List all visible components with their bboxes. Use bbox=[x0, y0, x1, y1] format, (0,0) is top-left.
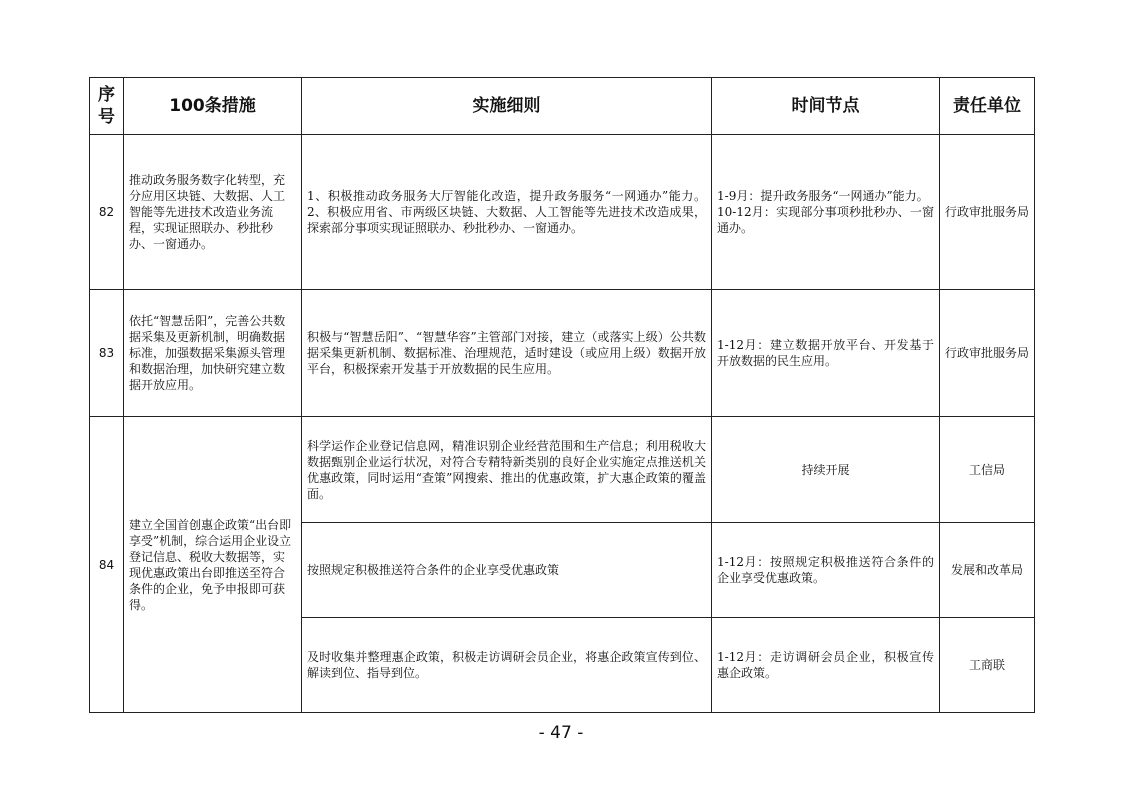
page-number: - 47 - bbox=[538, 723, 584, 743]
table-row bbox=[90, 417, 1035, 523]
time-cell bbox=[712, 135, 940, 290]
unit-cell: 行政审批服务局 bbox=[940, 135, 1035, 290]
unit-cell: 工商联 bbox=[940, 618, 1035, 713]
measures-table bbox=[89, 77, 1035, 713]
time-line: 1-9月：提升政务服务“一网通办”能力。 bbox=[717, 189, 929, 203]
detail-cell: 1、积极推动政务服务大厅智能化改造，提升政务服务“一网通办”能力。2、积极应用省、市两级区块链、大数据、人工智能等先进技术改造成果，探索部分事项实现证照联办、秒批秒办、一窗通办。 bbox=[302, 135, 712, 290]
time-cell: 1-12月：建立数据开放平台、开发基于开放数据的民生应用。 bbox=[712, 290, 940, 417]
detail-cell: 按照规定积极推送符合条件的企业享受优惠政策 bbox=[302, 523, 712, 618]
measure-cell: 推动政务服务数字化转型，充分应用区块链、大数据、人工智能等先进技术改造业务流程，实现证照联办、秒批秒办、一窗通办。 bbox=[124, 135, 302, 290]
header-row bbox=[90, 78, 1035, 135]
row-number: 83 bbox=[90, 290, 124, 417]
header-measure: 100条措施 bbox=[124, 78, 302, 135]
time-cell: 1-12月：走访调研会员企业，积极宣传惠企政策。 bbox=[712, 618, 940, 713]
detail-cell: 积极与“智慧岳阳”、“智慧华容”主管部门对接，建立（或落实上级）公共数据采集更新机制、数据标准、治理规范，适时建设（或应用上级）数据开放平台，积极探索开发基于开放数据的民生应用。 bbox=[302, 290, 712, 417]
row-number: 84 bbox=[90, 417, 124, 713]
header-responsible-unit: 责任单位 bbox=[940, 78, 1035, 135]
table-row bbox=[90, 290, 1035, 417]
detail-cell: 科学运作企业登记信息网，精准识别企业经营范围和生产信息；利用税收大数据甄别企业运行状况，对符合专精特新类别的良好企业实施定点推送机关优惠政策，同时运用“查策”网搜索、推出的优惠政策，扩大惠企政策的覆盖面。 bbox=[302, 417, 712, 523]
unit-cell: 发展和改革局 bbox=[940, 523, 1035, 618]
header-implementation-detail: 实施细则 bbox=[302, 78, 712, 135]
header-serial-number: 序号 bbox=[90, 78, 124, 135]
row-number: 82 bbox=[90, 135, 124, 290]
measure-cell: 依托“智慧岳阳”，完善公共数据采集及更新机制，明确数据标准，加强数据采集源头管理和数据治理，加快研究建立数据开放应用。 bbox=[124, 290, 302, 417]
detail-cell: 及时收集并整理惠企政策，积极走访调研会员企业，将惠企政策宣传到位、解读到位、指导到位。 bbox=[302, 618, 712, 713]
header-time-node: 时间节点 bbox=[712, 78, 940, 135]
table-row bbox=[90, 135, 1035, 290]
time-cell: 1-12月：按照规定积极推送符合条件的企业享受优惠政策。 bbox=[712, 523, 940, 618]
unit-cell: 行政审批服务局 bbox=[940, 290, 1035, 417]
unit-cell: 工信局 bbox=[940, 417, 1035, 523]
measure-cell: 建立全国首创惠企政策“出台即享受”机制，综合运用企业设立登记信息、税收大数据等，实现优惠政策出台即推送至符合条件的企业，免予申报即可获得。 bbox=[124, 417, 302, 713]
time-cell: 持续开展 bbox=[712, 417, 940, 523]
time-line: 10-12月：实现部分事项秒批秒办、一窗通办。 bbox=[717, 205, 934, 235]
